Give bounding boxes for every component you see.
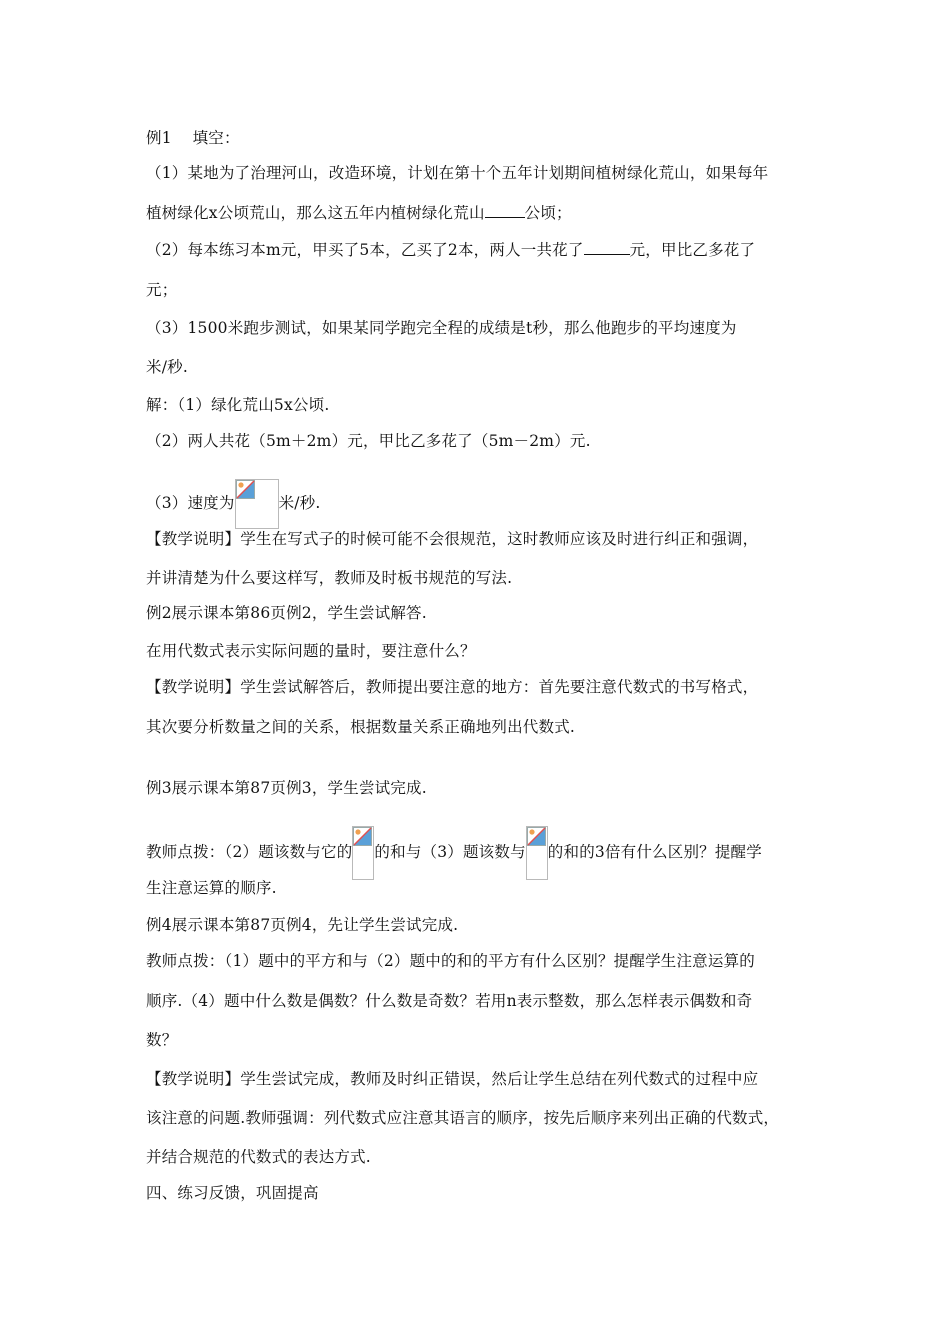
example-3-hint-line-1: 教师点拨：（2）题该数与它的 的和与（3）题该数与 的和的3倍有什么区别？提醒学 xyxy=(146,826,762,880)
example-3-hint-line-2: 生注意运算的顺序. xyxy=(146,879,277,897)
example-1-heading: 例1 填空： xyxy=(146,129,240,147)
teaching-note-1-line-2: 并讲清楚为什么要这样写，教师及时板书规范的写法. xyxy=(146,569,513,587)
example-2: 例2展示课本第86页例2，学生尝试解答. xyxy=(146,604,427,622)
broken-image-icon xyxy=(526,826,548,880)
teaching-note-2-line-2: 其次要分析数量之间的关系，根据数量关系正确地列出代数式. xyxy=(146,718,576,736)
section-4-heading: 四、练习反馈，巩固提高 xyxy=(146,1184,319,1202)
answer-blank xyxy=(485,203,525,218)
solution-2: （2）两人共花（5m＋2m）元，甲比乙多花了（5m－2m）元. xyxy=(146,432,591,450)
question-3-line-2: 米/秒. xyxy=(146,358,188,376)
broken-image-icon xyxy=(235,479,279,529)
broken-image-icon xyxy=(352,826,374,880)
question-3-line-1: （3）1500米跑步测试，如果某同学跑完全程的成绩是t秒，那么他跑步的平均速度为 xyxy=(146,319,737,337)
example-3: 例3展示课本第87页例3，学生尝试完成. xyxy=(146,779,427,797)
teaching-note-2-line-1: 【教学说明】学生尝试解答后，教师提出要注意的地方：首先要注意代数式的书写格式， xyxy=(146,678,759,696)
teaching-note-1-line-1: 【教学说明】学生在写式子的时候可能不会很规范，这时教师应该及时进行纠正和强调， xyxy=(146,530,759,548)
example-4-hint-line-2: 顺序.（4）题中什么数是偶数？什么数是奇数？若用n表示整数，那么怎样表示偶数和奇 xyxy=(146,992,753,1010)
example-4-hint-line-3: 数？ xyxy=(146,1031,178,1049)
teaching-note-3-line-2: 该注意的问题.教师强调：列代数式应注意其语言的顺序，按先后顺序来列出正确的代数式， xyxy=(146,1109,780,1127)
teaching-note-3-line-1: 【教学说明】学生尝试完成，教师及时纠正错误，然后让学生总结在列代数式的过程中应 xyxy=(146,1070,759,1088)
question-2-line-1: （2）每本练习本m元，甲买了5本，乙买了2本，两人一共花了 元，甲比乙多花了 xyxy=(146,241,756,259)
solution-1: 解：（1）绿化荒山5x公顷. xyxy=(146,396,330,414)
example-4-hint-line-1: 教师点拨：（1）题中的平方和与（2）题中的和的平方有什么区别？提醒学生注意运算的 xyxy=(146,952,755,970)
answer-blank xyxy=(584,240,630,255)
question-1-line-2: 植树绿化x公顷荒山，那么这五年内植树绿化荒山 公顷； xyxy=(146,204,572,222)
solution-3: （3）速度为 米/秒. xyxy=(146,479,321,529)
question-1-line-1: （1）某地为了治理河山，改造环境，计划在第十个五年计划期间植树绿化荒山，如果每年 xyxy=(146,164,769,182)
teaching-note-3-line-3: 并结合规范的代数式的表达方式. xyxy=(146,1148,371,1166)
question-2-line-2: 元； xyxy=(146,281,178,299)
example-4: 例4展示课本第87页例4，先让学生尝试完成. xyxy=(146,916,459,934)
example-2-question: 在用代数式表示实际问题的量时，要注意什么？ xyxy=(146,642,476,660)
